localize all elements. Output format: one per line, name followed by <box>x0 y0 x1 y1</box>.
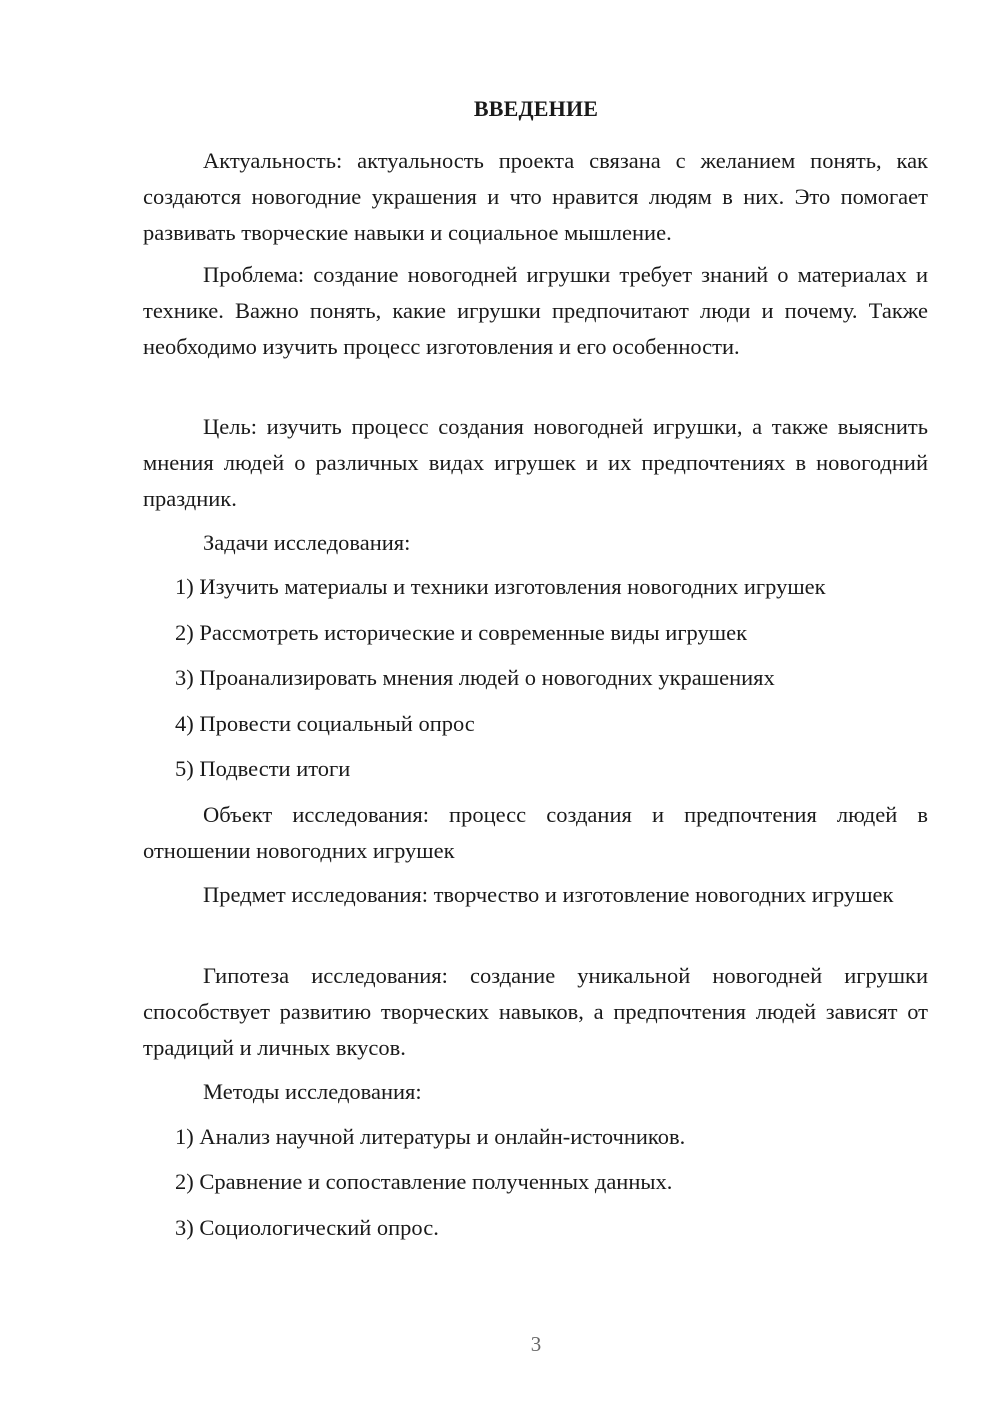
task-item: 5) Подвести итоги <box>175 756 351 781</box>
method-item: 2) Сравнение и сопоставление полученных данных. <box>175 1169 673 1194</box>
paragraph-hypothesis: Гипотеза исследования: создание уникальной новогодней игрушки способствует развитию творческих навыков, а предпочтения людей зависят от традиций и личных вкусов. <box>143 963 928 1060</box>
page-number: 3 <box>530 1332 542 1356</box>
task-item: 3) Проанализировать мнения людей о новогодних украшениях <box>175 665 775 690</box>
paragraph-goal: Цель: изучить процесс создания новогодней игрушки, а также выяснить мнения людей о различных видах игрушек и их предпочтениях в новогодний праздник. <box>143 414 928 511</box>
paragraph-problem: Проблема: создание новогодней игрушки требует знаний о материалах и технике. Важно понять, какие игрушки предпочитают люди и почему. Также необходимо изучить процесс изготовления и его особенности. <box>143 262 928 359</box>
paragraph-relevance: Актуальность: актуальность проекта связана с желанием понять, как создаются новогодние украшения и что нравится людям в них. Это помогает развивать творческие навыки и социальное мышление. <box>143 148 928 245</box>
task-item: 2) Рассмотреть исторические и современные виды игрушек <box>175 620 748 645</box>
task-item: 4) Провести социальный опрос <box>175 711 475 736</box>
method-item: 3) Социологический опрос. <box>175 1215 439 1240</box>
paragraph-object: Объект исследования: процесс создания и предпочтения людей в отношении новогодних игрушек <box>143 802 928 863</box>
task-item: 1) Изучить материалы и техники изготовления новогодних игрушек <box>175 574 826 599</box>
page-title: ВВЕДЕНИЕ <box>473 96 599 121</box>
method-item: 1) Анализ научной литературы и онлайн-источников. <box>175 1124 686 1149</box>
methods-title: Методы исследования: <box>203 1079 422 1104</box>
tasks-title: Задачи исследования: <box>203 530 411 555</box>
paragraph-subject: Предмет исследования: творчество и изготовление новогодних игрушек <box>203 882 894 907</box>
